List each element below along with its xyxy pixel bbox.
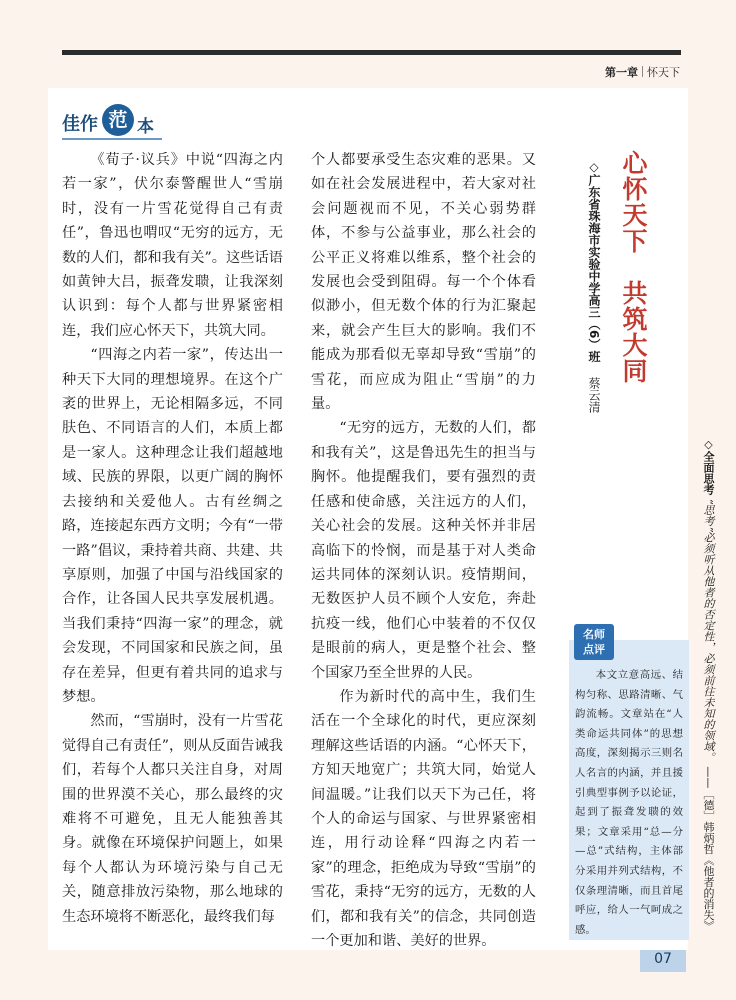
comment-paragraph: 本文立意高远、结构匀称、思路清晰、气韵流畅。文章站在“人类命运共同体”的思想高度，深刻揭示三则名人名言的内涵，并且援引典型事例予以论证，起到了振聋发聩的效果；文章采用“总—分—总”式结构，主体部分采用并列式结构，不仅条理清晰，而且首尾呼应，给人一气呵成之感。 (575, 669, 683, 936)
essay-paragraph: 《荀子·议兵》中说“四海之内若一家”，伏尔泰警醒世人“雪崩时，没有一片雪花觉得自己有责任”，鲁迅也喟叹“无穷的远方，无数的人们，都和我有关”。这些话语如黄钟大吕，振聋发聩，让我深刻认识到：每个人都与世界紧密相连，我们应心怀天下，共筑大同。 (62, 152, 283, 339)
logo-text-3: 本 (137, 117, 154, 137)
essay-column-middle (311, 148, 536, 953)
teacher-comment-text (575, 666, 683, 940)
logo-text-1: 佳作 (62, 114, 98, 135)
essay-paragraph: 作为新时代的高中生，我们生活在一个全球化的时代，更应深刻理解这些话语的内涵。“心怀天下，方知天地宽广；共筑大同，始觉人间温暖。”让我们以天下为己任，将个人的命运与国家、与世界紧密相连，用行动诠释“四海之内若一家”的理念，拒绝成为导致“雪崩”的雪花，秉持“无穷的远方，无数的人们，都和我有关”的信念，共同创造一个更加和谐、美好的世界。 (311, 688, 536, 949)
essay-column-left (62, 148, 283, 929)
page-number: 07 (654, 951, 672, 967)
badge-line-1: 名师 (583, 628, 605, 641)
logo-underline (62, 138, 162, 140)
author-name: 蔡云清 (587, 376, 601, 413)
header-rule (62, 50, 681, 55)
chapter-title: 怀天下 (647, 66, 680, 79)
chapter-number: 第一章 (605, 66, 638, 79)
teacher-comment-badge (574, 624, 614, 660)
essay-title: 心怀天下 共筑大同 (619, 150, 648, 384)
chapter-header (605, 64, 680, 80)
section-logo (62, 104, 172, 140)
sidebar-think (701, 438, 715, 931)
essay-author (586, 160, 602, 413)
think-label: ◇全面思考 (702, 438, 715, 495)
essay-paragraph: “四海之内若一家”，传达出一种天下大同的理想境界。在这个广袤的世界上，无论相隔多远，不同肤色、不同语言的人们，本质上都是一家人。这种理念让我们超越地域、民族的界限，以更广阔的胸怀去接纳和关爱他人。古有丝绸之路，连接起东西方文明；今有“一带一路”倡议，秉持着共商、共建、共享原则，加强了中国与沿线国家的合作，让各国人民共享发展机遇。当我们秉持“四海一家”的理念，就会发现，不同国家和民族之间，虽存在差异，但更有着共同的追求与梦想。 (62, 347, 283, 705)
think-source: ——［德］韩炳哲《他者的消失》 (702, 766, 715, 932)
essay-paragraph: “无穷的远方，无数的人们，都和我有关”，这是鲁迅先生的担当与胸怀。他提醒我们，要有强烈的责任感和使命感，关注远方的人们，关心社会的发展。这种关怀并非居高临下的怜悯，而是基于对人类命运共同体的深刻认识。疫情期间，无数医护人员不顾个人安危，奔赴抗疫一线，他们心中装着的不仅仅是眼前的病人，更是整个社会、整个国家乃至全世界的人民。 (311, 420, 536, 681)
essay-paragraph: 然而，“雪崩时，没有一片雪花觉得自己有责任”，则从反面告诫我们，若每个人都只关注自身，对周围的世界漠不关心，那么最终的灾难将不可避免，且无人能独善其身。就像在环境保护问题上，如果每个人都认为环境污染与自己无关，随意排放污染物，那么地球的生态环境将不断恶化，最终我们每 (62, 713, 283, 925)
badge-line-2: 点评 (583, 643, 605, 656)
author-school: ◇广东省珠海市实验中学高三（6）班 (587, 160, 601, 363)
think-quote: “思考”必须听从他者的否定性，必须前往未知的领域。 (702, 498, 715, 763)
logo-circle-icon: 范 (102, 104, 134, 136)
essay-paragraph: 个人都要承受生态灾难的恶果。又如在社会发展进程中，若大家对社会问题视而不见，不关心弱势群体，不参与公益事业，那么社会的公平正义将难以维系，整个社会的发展也会受到阻碍。每一个个体看似渺小，但无数个体的行为汇聚起来，就会产生巨大的影响。我们不能成为那看似无辜却导致“雪崩”的雪花，而应成为阻止“雪崩”的力量。 (311, 152, 536, 413)
chapter-separator (642, 66, 643, 77)
